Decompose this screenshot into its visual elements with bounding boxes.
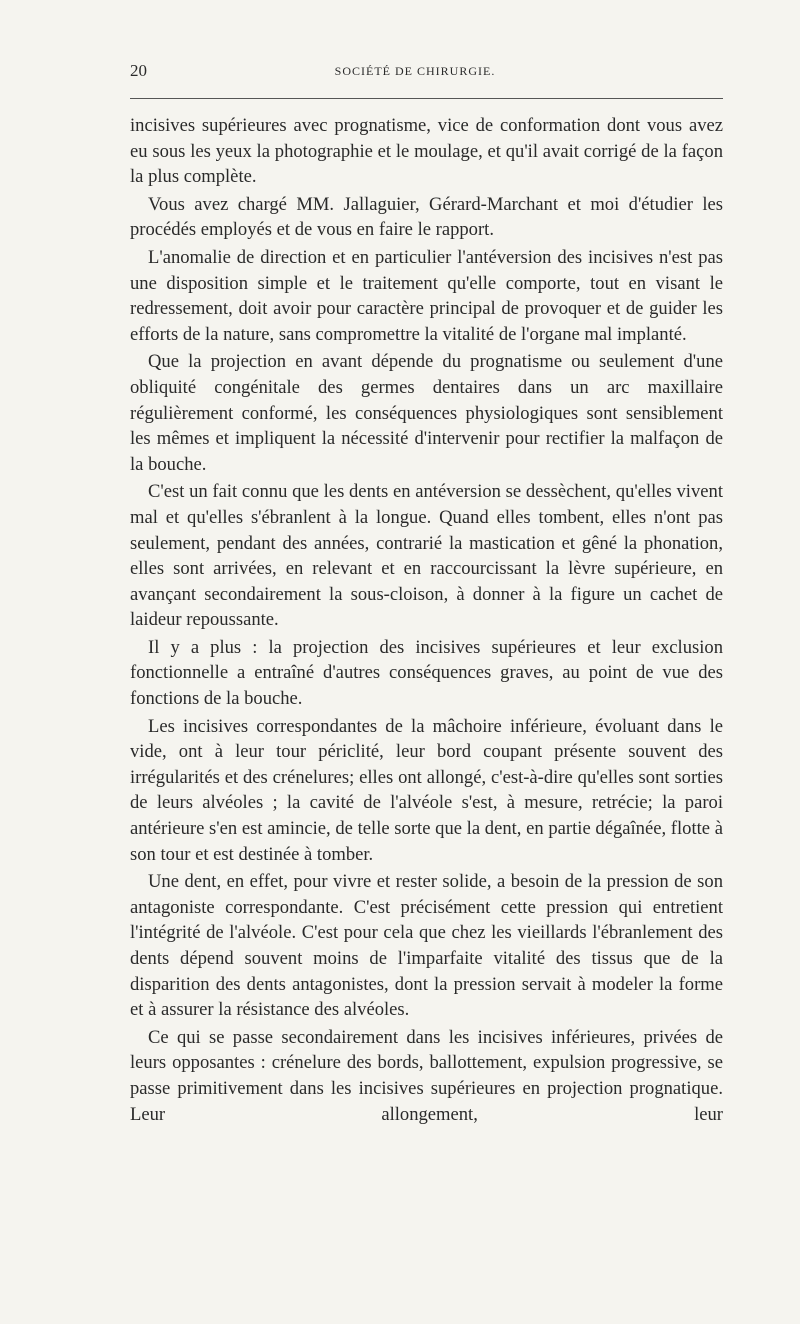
paragraph: C'est un fait connu que les dents en antéversion se dessèchent, qu'elles vivent mal et qu'elles s'ébranlent à la longue. Quand elles tombent, elles n'ont pas seulement, pendant des années, contrarié la mastication et gêné la phonation, elles sont arrivées, en relevant et en raccourcissant la lèvre supérieure, en avançant secondairement la sous-cloison, à donner à la figure un cachet de laideur repoussante. [130,481,723,631]
paragraph: Une dent, en effet, pour vivre et rester solide, a besoin de la pression de son antagoniste correspondante. C'est précisément cette pression qui entretient l'intégrité de l'alvéole. C'est pour cela que chez les vieillards l'ébranlement des dents dépend souvent moins de l'imparfaite vitalité des tissus que de la disparition des dents antagonistes, dont la pression servait à modeler la forme et à assurer la résistance des alvéoles. [130,871,723,1021]
paragraph: Il y a plus : la projection des incisives supérieures et leur exclusion fonctionnelle a entraîné d'autres conséquences graves, au point de vue des fonctions de la bouche. [130,636,723,710]
paragraph: Que la projection en avant dépende du prognatisme ou seulement d'une obliquité congénitale des germes dentaires dans un arc maxillaire régulièrement conformé, les conséquences physiologiques sont sensiblement les mêmes et impliquent la nécessité d'intervenir pour rectifier la malfaçon de la bouche. [130,351,723,475]
header-rule [130,98,723,99]
paragraph: incisives supérieures avec prognatisme, vice de conformation dont vous avez eu sous les yeux la photographie et le moulage, et qu'il avait corrigé de la façon la plus complète. [130,115,723,188]
page-number: 20 [130,61,147,80]
paragraph: L'anomalie de direction et en particulier l'antéversion des incisives n'est pas une disposition simple et le traitement qu'elle comporte, tout en visant le redressement, doit avoir pour caractère principal de provoquer et de guider les efforts de la nature, sans compromettre la vitalité de l'organe mal implanté. [130,246,723,345]
paragraph: Vous avez chargé MM. Jallaguier, Gérard-Marchant et moi d'étudier les procédés employés et de vous en faire le rapport. [130,193,723,241]
body-text [130,113,723,1129]
running-head: SOCIÉTÉ DE CHIRURGIE. [334,64,496,78]
paragraph: Ce qui se passe secondairement dans les incisives inférieures, privées de leurs opposantes : crénelure des bords, ballottement, expulsion progressive, se passe primitivement dans les incisives supérieures en projection prognatique. Leur allongement, leur [130,1026,723,1125]
paragraph: Les incisives correspondantes de la mâchoire inférieure, évoluant dans le vide, ont à leur tour périclité, leur bord coupant présente souvent des irrégularités et des crénelures; elles ont allongé, c'est-à-dire qu'elles sont sorties de leurs alvéoles ; la cavité de l'alvéole s'est, à mesure, retrécie; la paroi antérieure s'en est amincie, de telle sorte que la dent, en partie dégaînée, flotte à son tour et est destinée à tomber. [130,715,723,865]
